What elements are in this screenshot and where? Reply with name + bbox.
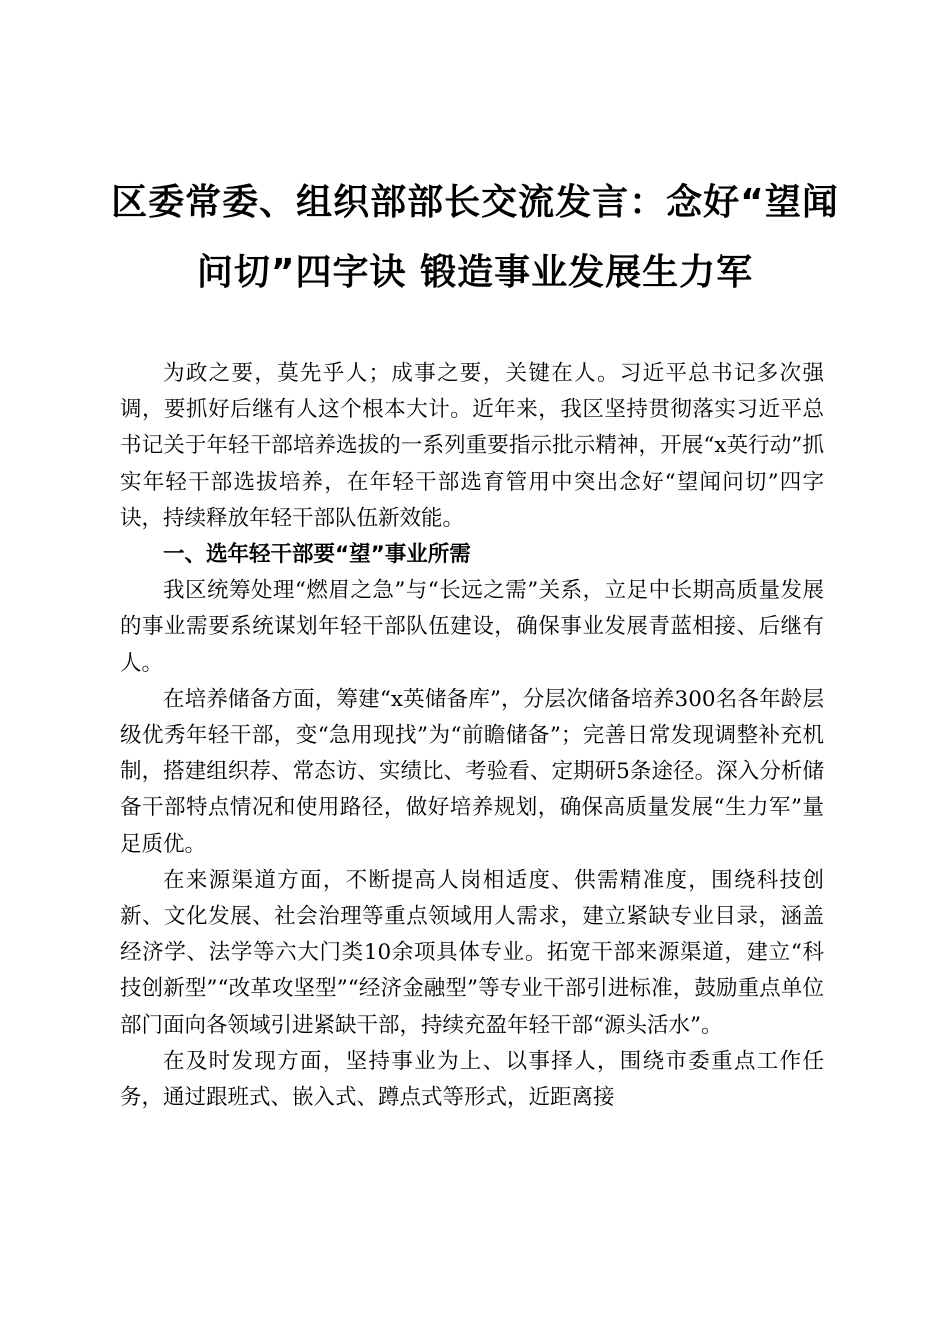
body-paragraph: 在来源渠道方面，不断提高人岗相适度、供需精准度，围绕科技创新、文化发展、社会治理等重点领域用人需求，建立紧缺专业目录，涵盖经济学、法学等六大门类10余项具体专业。拓宽干部来源渠道，建立“科技创新型”“改革攻坚型”“经济金融型”等专业干部引进标准，鼓励重点单位部门面向各领域引进紧缺干部，持续充盈年轻干部“源头活水”。 [120,867,824,1038]
title-line-2: 问切”四字诀 锻造事业发展生力军 [196,252,754,293]
intro-paragraph: 为政之要，莫先乎人；成事之要，关键在人。习近平总书记多次强调，要抓好后继有人这个根本大计。近年来，我区坚持贯彻落实习近平总书记关于年轻干部培养选拔的一系列重要指示批示精神，开展“x英行动”抓实年轻干部选拔培养，在年轻干部选育管用中突出念好“望闻问切”四字诀，持续释放年轻干部队伍新效能。 [120,361,824,531]
body-paragraph: 在培养储备方面，筹建“x英储备库”，分层次储备培养300名各年龄层级优秀年轻干部，变“急用现找”为“前瞻储备”；完善日常发现调整补充机制，搭建组织荐、常态访、实绩比、考验看、定期研5条途径。深入分析储备干部特点情况和使用路径，做好培养规划，确保高质量发展“生力军”量足质优。 [120,686,824,857]
section-heading-1: 一、选年轻干部要“望”事业所需 [163,542,471,568]
document-title [110,168,840,308]
document-body [120,356,824,1116]
body-paragraph: 在及时发现方面，坚持事业为上、以事择人，围绕市委重点工作任务，通过跟班式、嵌入式、蹲点式等形式，近距离接 [120,1048,824,1111]
body-paragraph: 我区统筹处理“燃眉之急”与“长远之需”关系，立足中长期高质量发展的事业需要系统谋划年轻干部队伍建设，确保事业发展青蓝相接、后继有人。 [120,578,824,676]
title-line-1: 区委常委、组织部部长交流发言：念好“望闻 [111,182,839,223]
